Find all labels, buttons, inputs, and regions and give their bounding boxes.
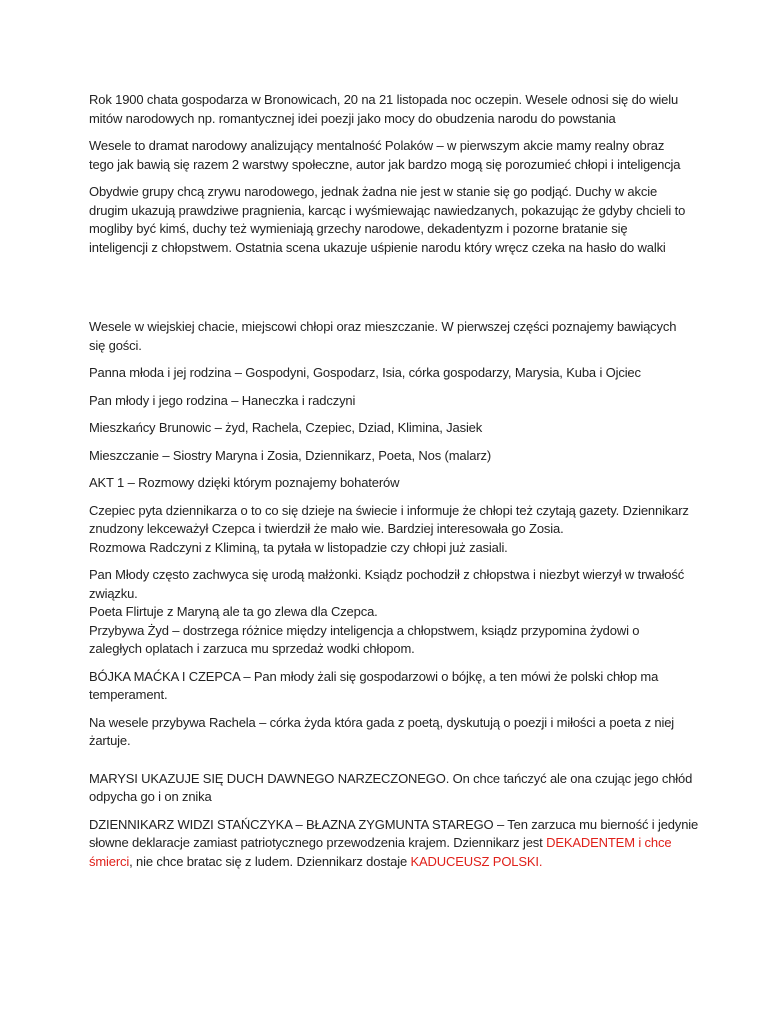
paragraph bbox=[89, 91, 689, 128]
paragraph-line: zaległych oplatach i zarzuca mu sprzedaż wodki chłopom. bbox=[89, 641, 415, 656]
paragraph bbox=[89, 502, 689, 558]
paragraph-line: MARYSI UKAZUJE SIĘ DUCH DAWNEGO NARZECZONEGO. On chce tańczyć ale ona czując jego chłód bbox=[89, 770, 693, 786]
paragraph-line: Rozmowa Radczyni z Kliminą, ta pytała w listopadzie czy chłopi już zasiali. bbox=[89, 539, 508, 555]
paragraph-line: Na wesele przybywa Rachela – córka żyda która gada z poetą, dyskutują o poezji i miłości a poeta z niej bbox=[89, 714, 675, 730]
paragraph-line: Przybywa Żyd – dostrzega różnice między inteligencja a chłopstwem, ksiądz przypomina żydowi o bbox=[89, 622, 640, 638]
paragraph-line: mitów narodowych np. romantycznej idei poezji jako mocy do obudzenia narodu do powstania bbox=[89, 110, 616, 126]
paragraph-line: Mieszczanie – Siostry Maryna i Zosia, Dziennikarz, Poeta, Nos (malarz) bbox=[89, 447, 492, 463]
paragraph-line: znudzony lekceważył Czepca i twierdził że mało wie. Bardziej interesowała go Zosia. bbox=[89, 521, 564, 536]
paragraph-line: Pan Młody często zachwyca się urodą małżonki. Ksiądz pochodził z chłopstwa i niezbyt wierzył w trwałość bbox=[89, 567, 685, 582]
paragraph bbox=[89, 770, 693, 807]
paragraph-line: Wesele to dramat narodowy analizujący mentalność Polaków – w pierwszym akcie mamy realny obraz bbox=[89, 138, 665, 153]
paragraph bbox=[89, 668, 689, 705]
paragraph bbox=[89, 364, 689, 383]
paragraph bbox=[89, 137, 689, 174]
final-paragraph bbox=[89, 816, 699, 872]
paragraph-line: żartuje. bbox=[89, 733, 131, 748]
paragraph-line: odpycha go i on znika bbox=[89, 789, 212, 804]
paragraph-line: mogliby być kimś, duchy też wymieniają grzechy narodowe, dekadentyzm i pozorne bratanie się bbox=[89, 221, 628, 236]
intro-section bbox=[89, 91, 689, 257]
paragraph-line: AKT 1 – Rozmowy dzięki którym poznajemy bohaterów bbox=[89, 475, 400, 490]
paragraph bbox=[89, 447, 689, 466]
highlighted-text: śmierci bbox=[89, 853, 130, 869]
highlighted-text: DEKADENTEM i chce bbox=[546, 835, 672, 850]
highlighted-text: KADUCEUSZ POLSKI. bbox=[410, 853, 543, 869]
ghosts-section bbox=[89, 770, 693, 807]
paragraph-line: Poeta Flirtuje z Maryną ale ta go zlewa dla Czepca. bbox=[89, 604, 378, 619]
paragraph-line: BÓJKA MAĆKA I CZEPCA – Pan młody żali się gospodarzowi o bójkę, a ten mówi że polski chłop ma bbox=[89, 668, 659, 684]
document-page bbox=[89, 91, 699, 880]
paragraph-line: Czepiec pyta dziennikarza o to co się dzieje na świecie i informuje że chłopi też czytają gazety. Dziennikarz bbox=[89, 502, 689, 518]
paragraph-line: DZIENNIKARZ WIDZI STAŃCZYKA – BŁAZNA ZYGMUNTA STAREGO – Ten zarzuca mu bierność i jedynie bbox=[89, 816, 699, 832]
section-gap bbox=[89, 760, 689, 770]
paragraph-line: Rok 1900 chata gospodarza w Bronowicach, 20 na 21 listopada noc oczepin. Wesele odnosi się do wielu bbox=[89, 92, 679, 107]
paragraph bbox=[89, 714, 689, 751]
paragraph-line: Obydwie grupy chcą zrywu narodowego, jednak żadna nie jest w stanie się go podjąć. Duchy w akcie bbox=[89, 184, 658, 199]
paragraph-line: Wesele w wiejskiej chacie, miejscowi chłopi oraz mieszczanie. W pierwszej części poznajemy bawiących bbox=[89, 319, 677, 334]
paragraph bbox=[89, 474, 689, 493]
paragraph-line: się gości. bbox=[89, 337, 142, 353]
paragraph-line: Panna młoda i jej rodzina – Gospodyni, Gospodarz, Isia, córka gospodarzy, Marysia, Kuba i Ojciec bbox=[89, 365, 641, 380]
paragraph-line: Pan młody i jego rodzina – Haneczka i radczyni bbox=[89, 392, 356, 408]
text-run: słowne deklaracje zamiast patriotycznego przewodzenia krajem. Dziennikarz jest bbox=[89, 835, 547, 850]
paragraph-line bbox=[89, 834, 689, 853]
paragraph bbox=[89, 419, 689, 438]
paragraph-line: temperament. bbox=[89, 687, 168, 702]
paragraph-line: związku. bbox=[89, 585, 138, 601]
paragraph-line: Mieszkańcy Brunowic – żyd, Rachela, Czepiec, Dziad, Klimina, Jasiek bbox=[89, 420, 483, 435]
paragraph bbox=[89, 392, 689, 411]
paragraph bbox=[89, 318, 689, 355]
paragraph bbox=[89, 566, 689, 659]
text-run: , nie chce bratac się z ludem. Dziennikarz dostaje bbox=[129, 853, 411, 869]
paragraph bbox=[89, 183, 689, 257]
paragraph-line: drugim ukazują prawdziwe pragnienia, karcąc i wyśmiewając nawiedzanych, pokazując że gdyby chcieli to bbox=[89, 202, 686, 218]
section-gap bbox=[89, 266, 689, 318]
paragraph-line: inteligencji z chłopstwem. Ostatnia scena ukazuje uśpienie narodu który wręcz czeka na hasło do walki bbox=[89, 239, 666, 255]
characters-section bbox=[89, 318, 689, 751]
paragraph-line bbox=[89, 853, 689, 872]
paragraph-line: tego jak bawią się razem 2 warstwy społeczne, autor jak bardzo mogą się porozumieć chłopi i inteligencja bbox=[89, 156, 681, 172]
